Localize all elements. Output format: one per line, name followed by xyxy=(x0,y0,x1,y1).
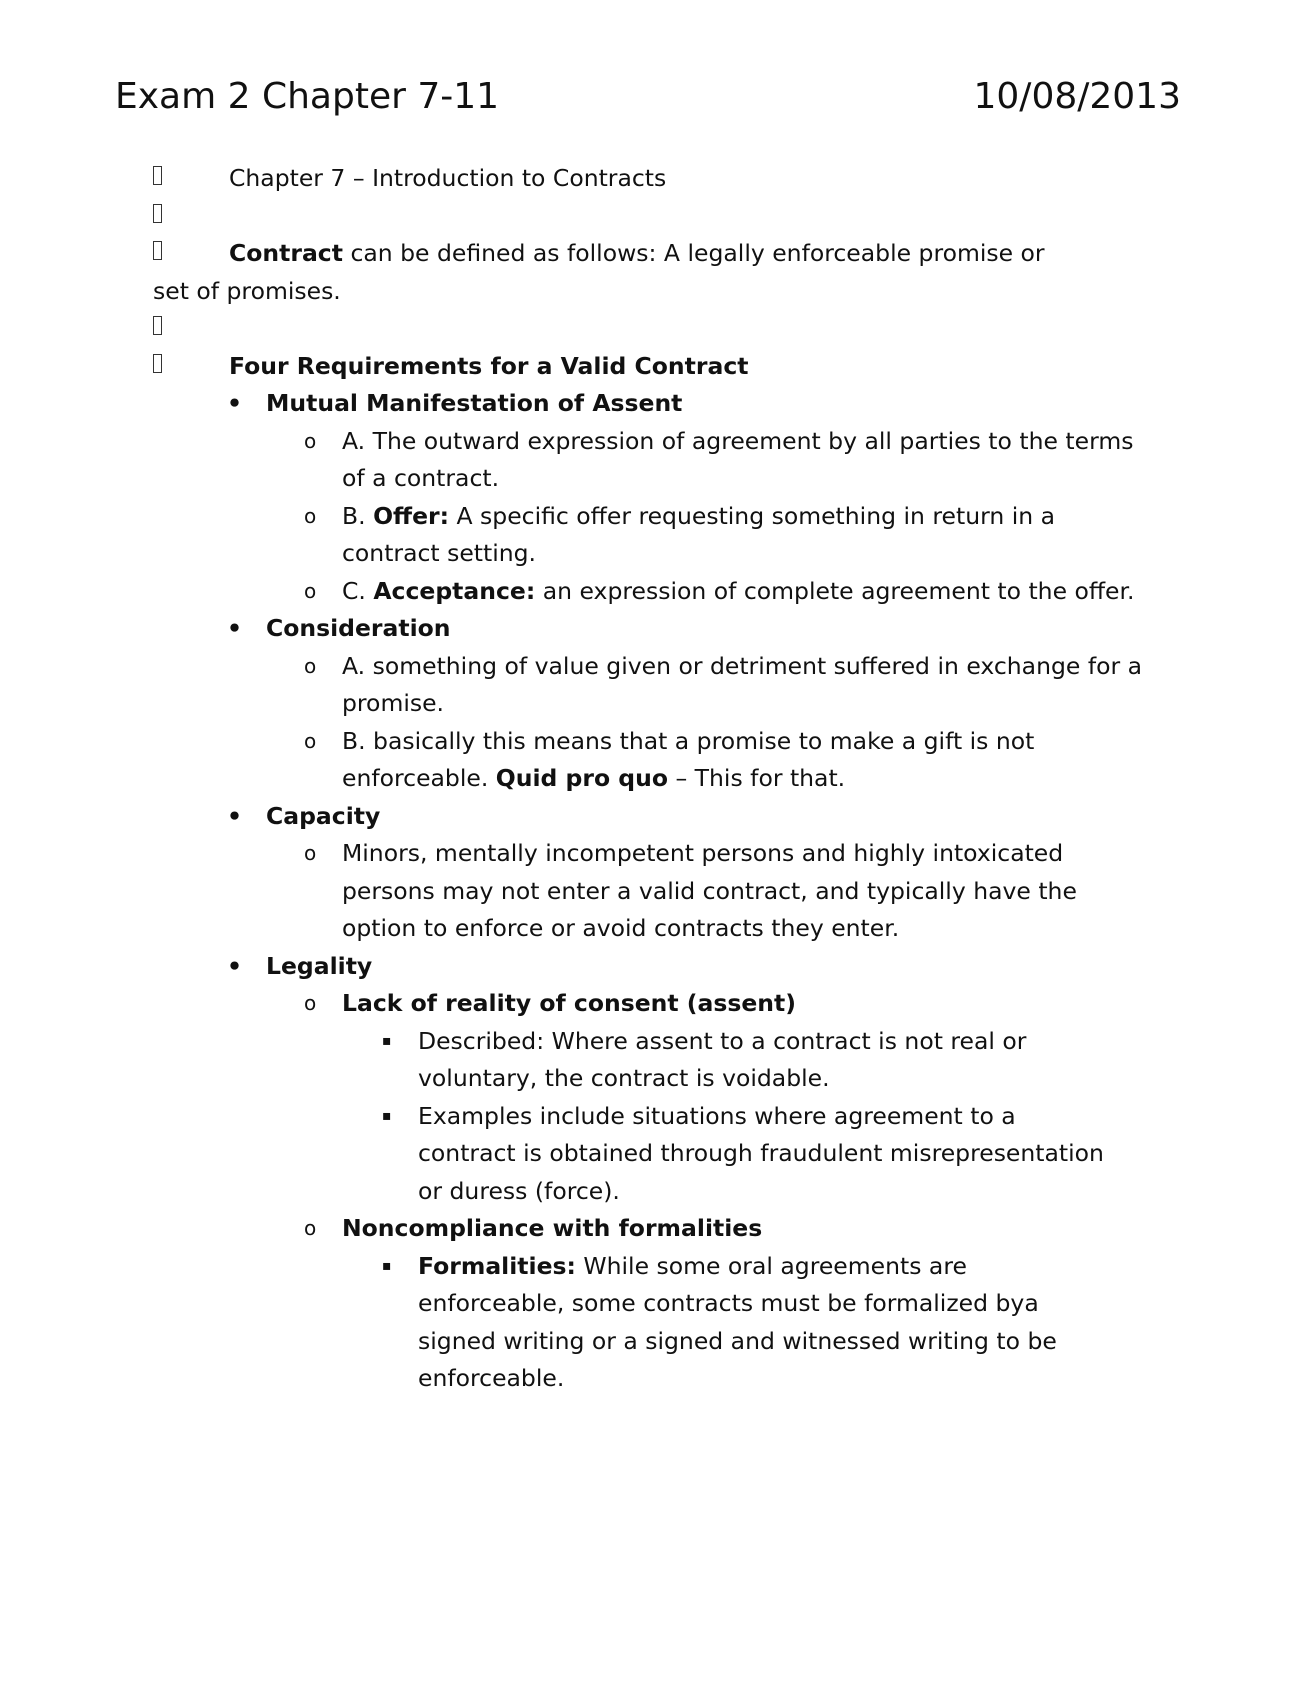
square-bullet-icon: ▪ xyxy=(382,1257,392,1274)
list-item xyxy=(0,948,1306,986)
square-bullet-icon: ▪ xyxy=(382,1032,392,1049)
circle-bullet-icon: o xyxy=(304,578,317,603)
lack-described: Described: Where assent to a contract is not real or voluntary, the contract is voidable. xyxy=(418,1026,1027,1092)
acceptance-term: Acceptance: xyxy=(373,576,536,605)
missing-glyph-icon xyxy=(153,198,163,236)
list-item xyxy=(0,648,1157,723)
list-item xyxy=(0,573,1157,611)
list-item xyxy=(0,723,1157,798)
list-item xyxy=(0,498,1157,573)
list-item xyxy=(0,1248,1118,1398)
bullet-icon: • xyxy=(227,951,243,980)
consideration-b: B. basically this means that a promise to make a gift is not enforceable. xyxy=(342,726,1035,792)
paragraph-requirements xyxy=(0,348,1306,386)
circle-bullet-icon: o xyxy=(304,503,317,528)
capacity-heading: Capacity xyxy=(266,801,381,830)
list-item xyxy=(0,985,1157,1023)
circle-bullet-icon: o xyxy=(304,1216,317,1240)
paragraph-empty xyxy=(0,198,1306,236)
list-item xyxy=(0,385,1306,423)
assent-b-text: A specific offer requesting something in return in a contract setting. xyxy=(342,501,1055,567)
offer-term: Offer: xyxy=(373,501,450,530)
assent-heading: Mutual Manifestation of Assent xyxy=(266,389,683,417)
requirements-heading: Four Requirements for a Valid Contract xyxy=(229,351,749,380)
circle-bullet-icon: o xyxy=(304,428,317,453)
contract-definition-text: can be defined as follows: A legally enforceable promise or xyxy=(342,239,1045,267)
list-item xyxy=(0,835,1157,948)
noncompliance-heading: Noncompliance with formalities xyxy=(342,1214,763,1242)
assent-b-prefix: B. xyxy=(342,501,374,530)
circle-bullet-icon: o xyxy=(304,653,317,678)
list-item xyxy=(0,798,1306,836)
quid-pro-quo-term: Quid pro quo xyxy=(495,764,668,792)
consideration-b-rest: – This for that. xyxy=(667,764,846,792)
assent-c-text: an expression of complete agreement to the offer. xyxy=(535,576,1135,605)
list-item xyxy=(0,1098,1118,1211)
assent-a: A. The outward expression of agreement by all parties to the terms of a contract. xyxy=(342,426,1134,492)
square-bullet-icon: ▪ xyxy=(382,1107,392,1124)
bullet-icon: • xyxy=(227,614,243,642)
lack-examples: Examples include situations where agreement to a contract is obtained through fraudulent misrepresentation or duress (force). xyxy=(418,1101,1104,1205)
list-item xyxy=(0,610,1306,648)
assent-c-prefix: C. xyxy=(342,576,374,605)
missing-glyph-icon xyxy=(153,348,163,386)
list-item xyxy=(0,423,1157,498)
document-body xyxy=(0,160,1306,1398)
document-header xyxy=(115,72,1181,122)
paragraph-empty xyxy=(0,310,1306,348)
circle-bullet-icon: o xyxy=(304,728,317,753)
capacity-a: Minors, mentally incompetent persons and highly intoxicated persons may not enter a valid contract, and typically have the option to enforce or avoid contracts they enter. xyxy=(342,839,1077,942)
contract-definition-continuation: set of promises. xyxy=(153,276,341,305)
list-item xyxy=(0,1210,1157,1248)
formalities-text: While some oral agreements are enforceable, some contracts must be formalized bya signed writing or a signed and witnessed writing to be enforceable. xyxy=(418,1251,1057,1392)
document-title: Exam 2 Chapter 7-11 xyxy=(115,76,500,117)
paragraph-contract-definition xyxy=(0,235,1306,273)
bullet-icon: • xyxy=(227,389,243,417)
consideration-heading: Consideration xyxy=(266,614,451,642)
circle-bullet-icon: o xyxy=(304,841,317,865)
missing-glyph-icon xyxy=(153,160,163,198)
chapter-heading: Chapter 7 – Introduction to Contracts xyxy=(229,164,667,192)
paragraph-chapter xyxy=(0,160,1306,198)
missing-glyph-icon xyxy=(153,235,163,273)
document-date: 10/08/2013 xyxy=(973,76,1181,117)
list-item xyxy=(0,1023,1118,1098)
lack-of-consent-heading: Lack of reality of consent (assent) xyxy=(342,989,796,1017)
consideration-a: A. something of value given or detriment suffered in exchange for a promise. xyxy=(342,651,1143,717)
bullet-icon: • xyxy=(227,801,243,830)
legality-heading: Legality xyxy=(266,951,373,980)
formalities-term: Formalities: xyxy=(418,1251,576,1280)
contract-term: Contract xyxy=(229,239,343,267)
missing-glyph-icon xyxy=(153,310,163,348)
circle-bullet-icon: o xyxy=(304,991,317,1015)
